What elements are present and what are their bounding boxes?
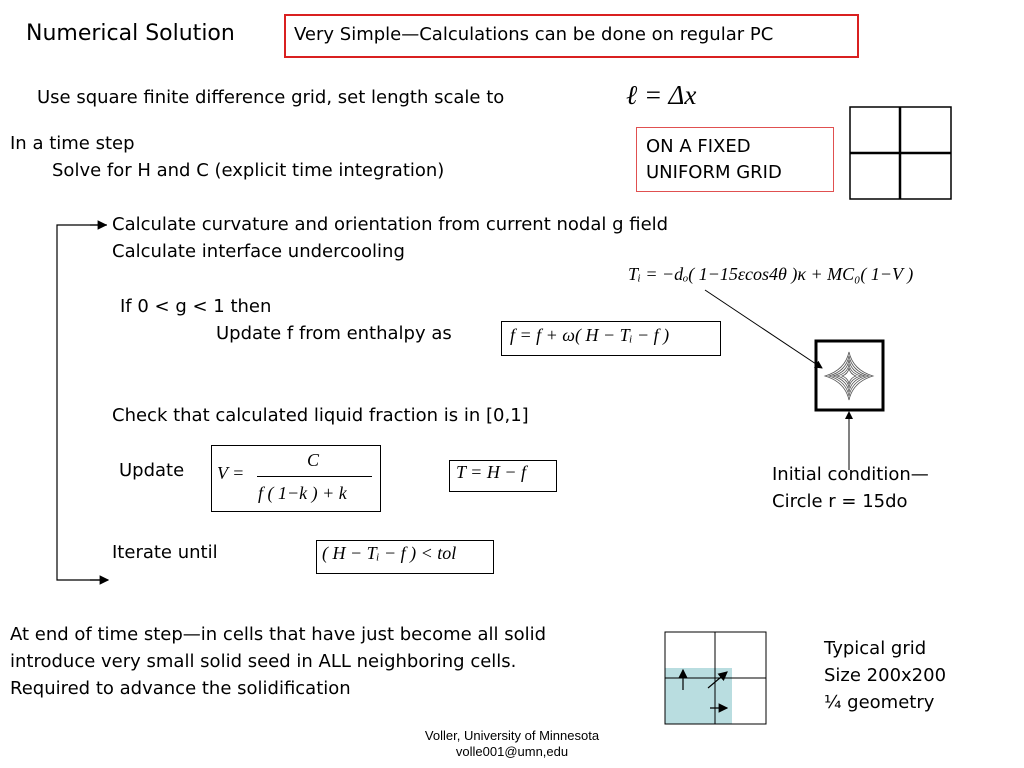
length-equation: ℓ = Δx (626, 80, 697, 110)
ti-equation: Tᵢ = −dₒ( 1−15εcos4θ )κ + MC₀( 1−V ) (628, 264, 914, 284)
typical-grid-line-2: Size 200x200 (824, 665, 947, 686)
ti-pointer-arrow (705, 290, 822, 368)
end-step-line-2: introduce very small solid seed in ALL neighboring cells. (10, 651, 517, 672)
typical-grid-icon (665, 632, 766, 724)
t-equation: T = H − f (456, 462, 526, 482)
undercooling-step: Calculate interface undercooling (112, 241, 405, 262)
initial-condition-line-2: Circle r = 15do (772, 491, 908, 512)
if-condition: If 0 < g < 1 then (120, 296, 272, 317)
grid-sentence: Use square finite difference grid, set length scale to (37, 87, 505, 108)
page-title: Numerical Solution (26, 21, 235, 46)
fixed-grid-line-1: ON A FIXED (646, 136, 751, 157)
tol-equation: ( H − Tᵢ − f ) < tol (322, 543, 457, 563)
end-step-line-1: At end of time step—in cells that have just become all solid (10, 624, 547, 645)
check-step: Check that calculated liquid fraction is in [0,1] (112, 405, 529, 426)
footer-author: Voller, University of Minnesota (424, 728, 600, 743)
solve-line: Solve for H and C (explicit time integration) (52, 160, 445, 181)
iterate-label: Iterate until (112, 542, 218, 563)
typical-grid-line-1: Typical grid (824, 638, 927, 659)
v-denominator: f ( 1−k ) + k (258, 483, 347, 503)
callout-text: Very Simple—Calculations can be done on regular PC (294, 24, 774, 45)
footer-email: volle001@umn,edu (455, 744, 569, 759)
seed-contour-icon (816, 341, 883, 410)
update-label: Update (119, 460, 185, 481)
time-step-label: In a time step (10, 133, 135, 154)
fixed-grid-line-2: UNIFORM GRID (646, 162, 782, 183)
typical-grid-line-3: ¼ geometry (824, 692, 935, 713)
f-update-equation: f = f + ω( H − Tᵢ − f ) (510, 325, 670, 345)
update-f-step: Update f from enthalpy as (216, 323, 452, 344)
v-lhs: V = (217, 463, 245, 483)
end-step-line-3: Required to advance the solidification (10, 678, 351, 699)
v-numerator: C (307, 450, 320, 470)
initial-condition-line-1: Initial condition— (772, 464, 929, 485)
square-grid-icon (850, 107, 951, 199)
curvature-step: Calculate curvature and orientation from current nodal g field (112, 214, 669, 235)
loop-arrow (57, 225, 107, 580)
